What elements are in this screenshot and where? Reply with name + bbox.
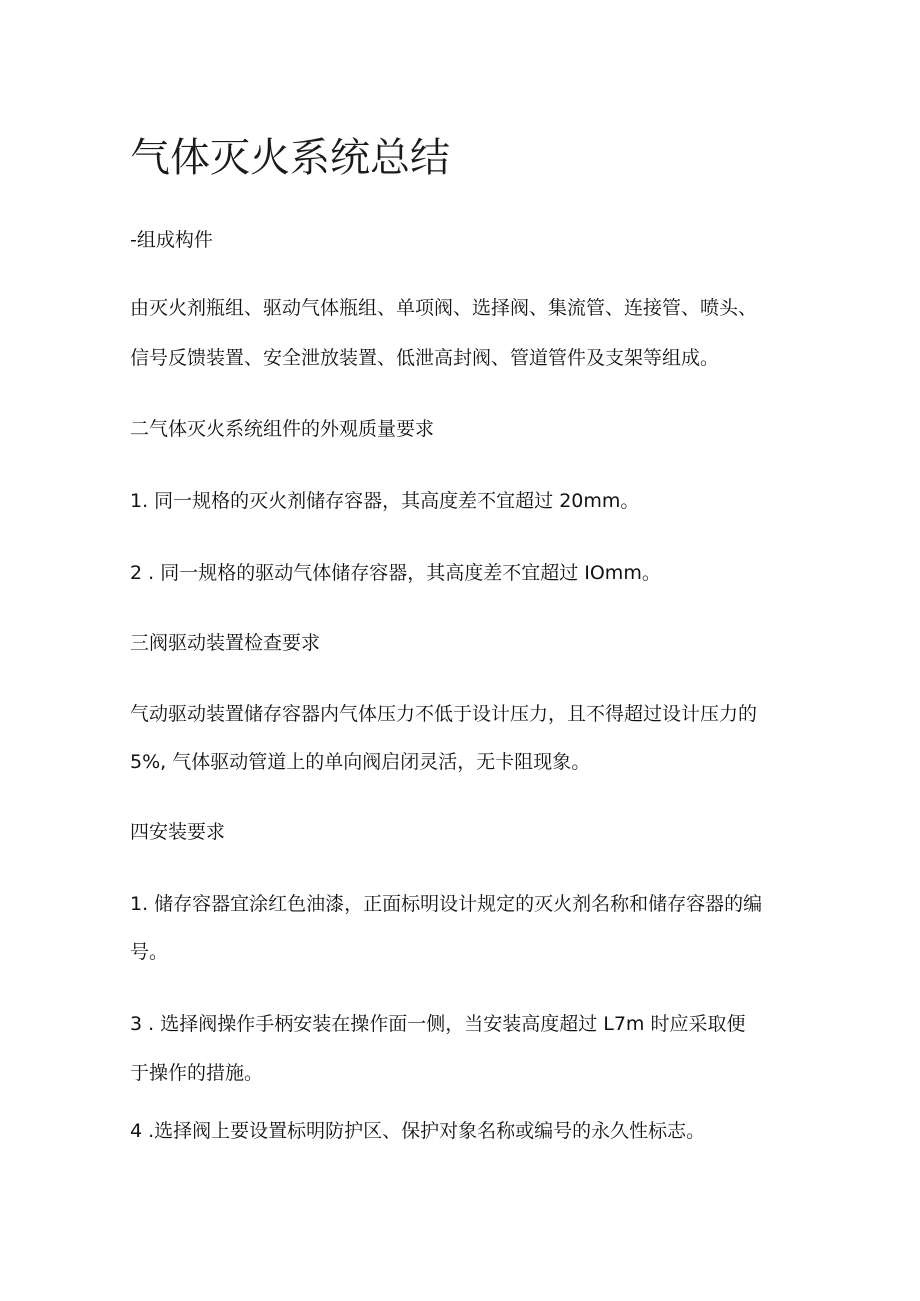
paragraph-line: 信号反馈装置、安全泄放装置、低泄高封阀、管道管件及支架等组成。 — [130, 347, 720, 369]
paragraph-line: 由灭火剂瓶组、驱动气体瓶组、单项阀、选择阀、集流管、连接管、喷头、 — [130, 297, 758, 319]
list-item: 3 . 选择阀操作手柄安装在操作面一侧，当安装高度超过 L7m 时应采取便 — [130, 1013, 746, 1035]
list-item: 1. 储存容器宜涂红色油漆，正面标明设计规定的灭火剂名称和储存容器的编 — [130, 893, 763, 915]
list-item-continued: 号。 — [130, 941, 169, 963]
section-heading-components: -组成构件 — [130, 229, 213, 251]
paragraph-line: 5%, 气体驱动管道上的单向阀启闭灵活，无卡阻现象。 — [130, 751, 591, 773]
list-item: 1. 同一规格的灭火剂储存容器，其高度差不宜超过 20mm。 — [130, 490, 640, 512]
list-item-continued: 于操作的措施。 — [130, 1062, 264, 1084]
section-heading-appearance: 二气体灭火系统组件的外观质量要求 — [130, 418, 435, 440]
section-heading-valve-drive: 三阀驱动装置检查要求 — [130, 632, 321, 654]
list-item: 4 .选择阀上要设置标明防护区、保护对象名称或编号的永久性标志。 — [130, 1120, 706, 1142]
paragraph-line: 气动驱动装置储存容器内气体压力不低于设计压力，且不得超过设计压力的 — [130, 703, 758, 725]
section-heading-installation: 四安装要求 — [130, 821, 226, 843]
list-item: 2 . 同一规格的驱动气体储存容器，其高度差不宜超过 IOmm。 — [130, 562, 661, 584]
document-title: 气体灭火系统总结 — [130, 135, 450, 181]
